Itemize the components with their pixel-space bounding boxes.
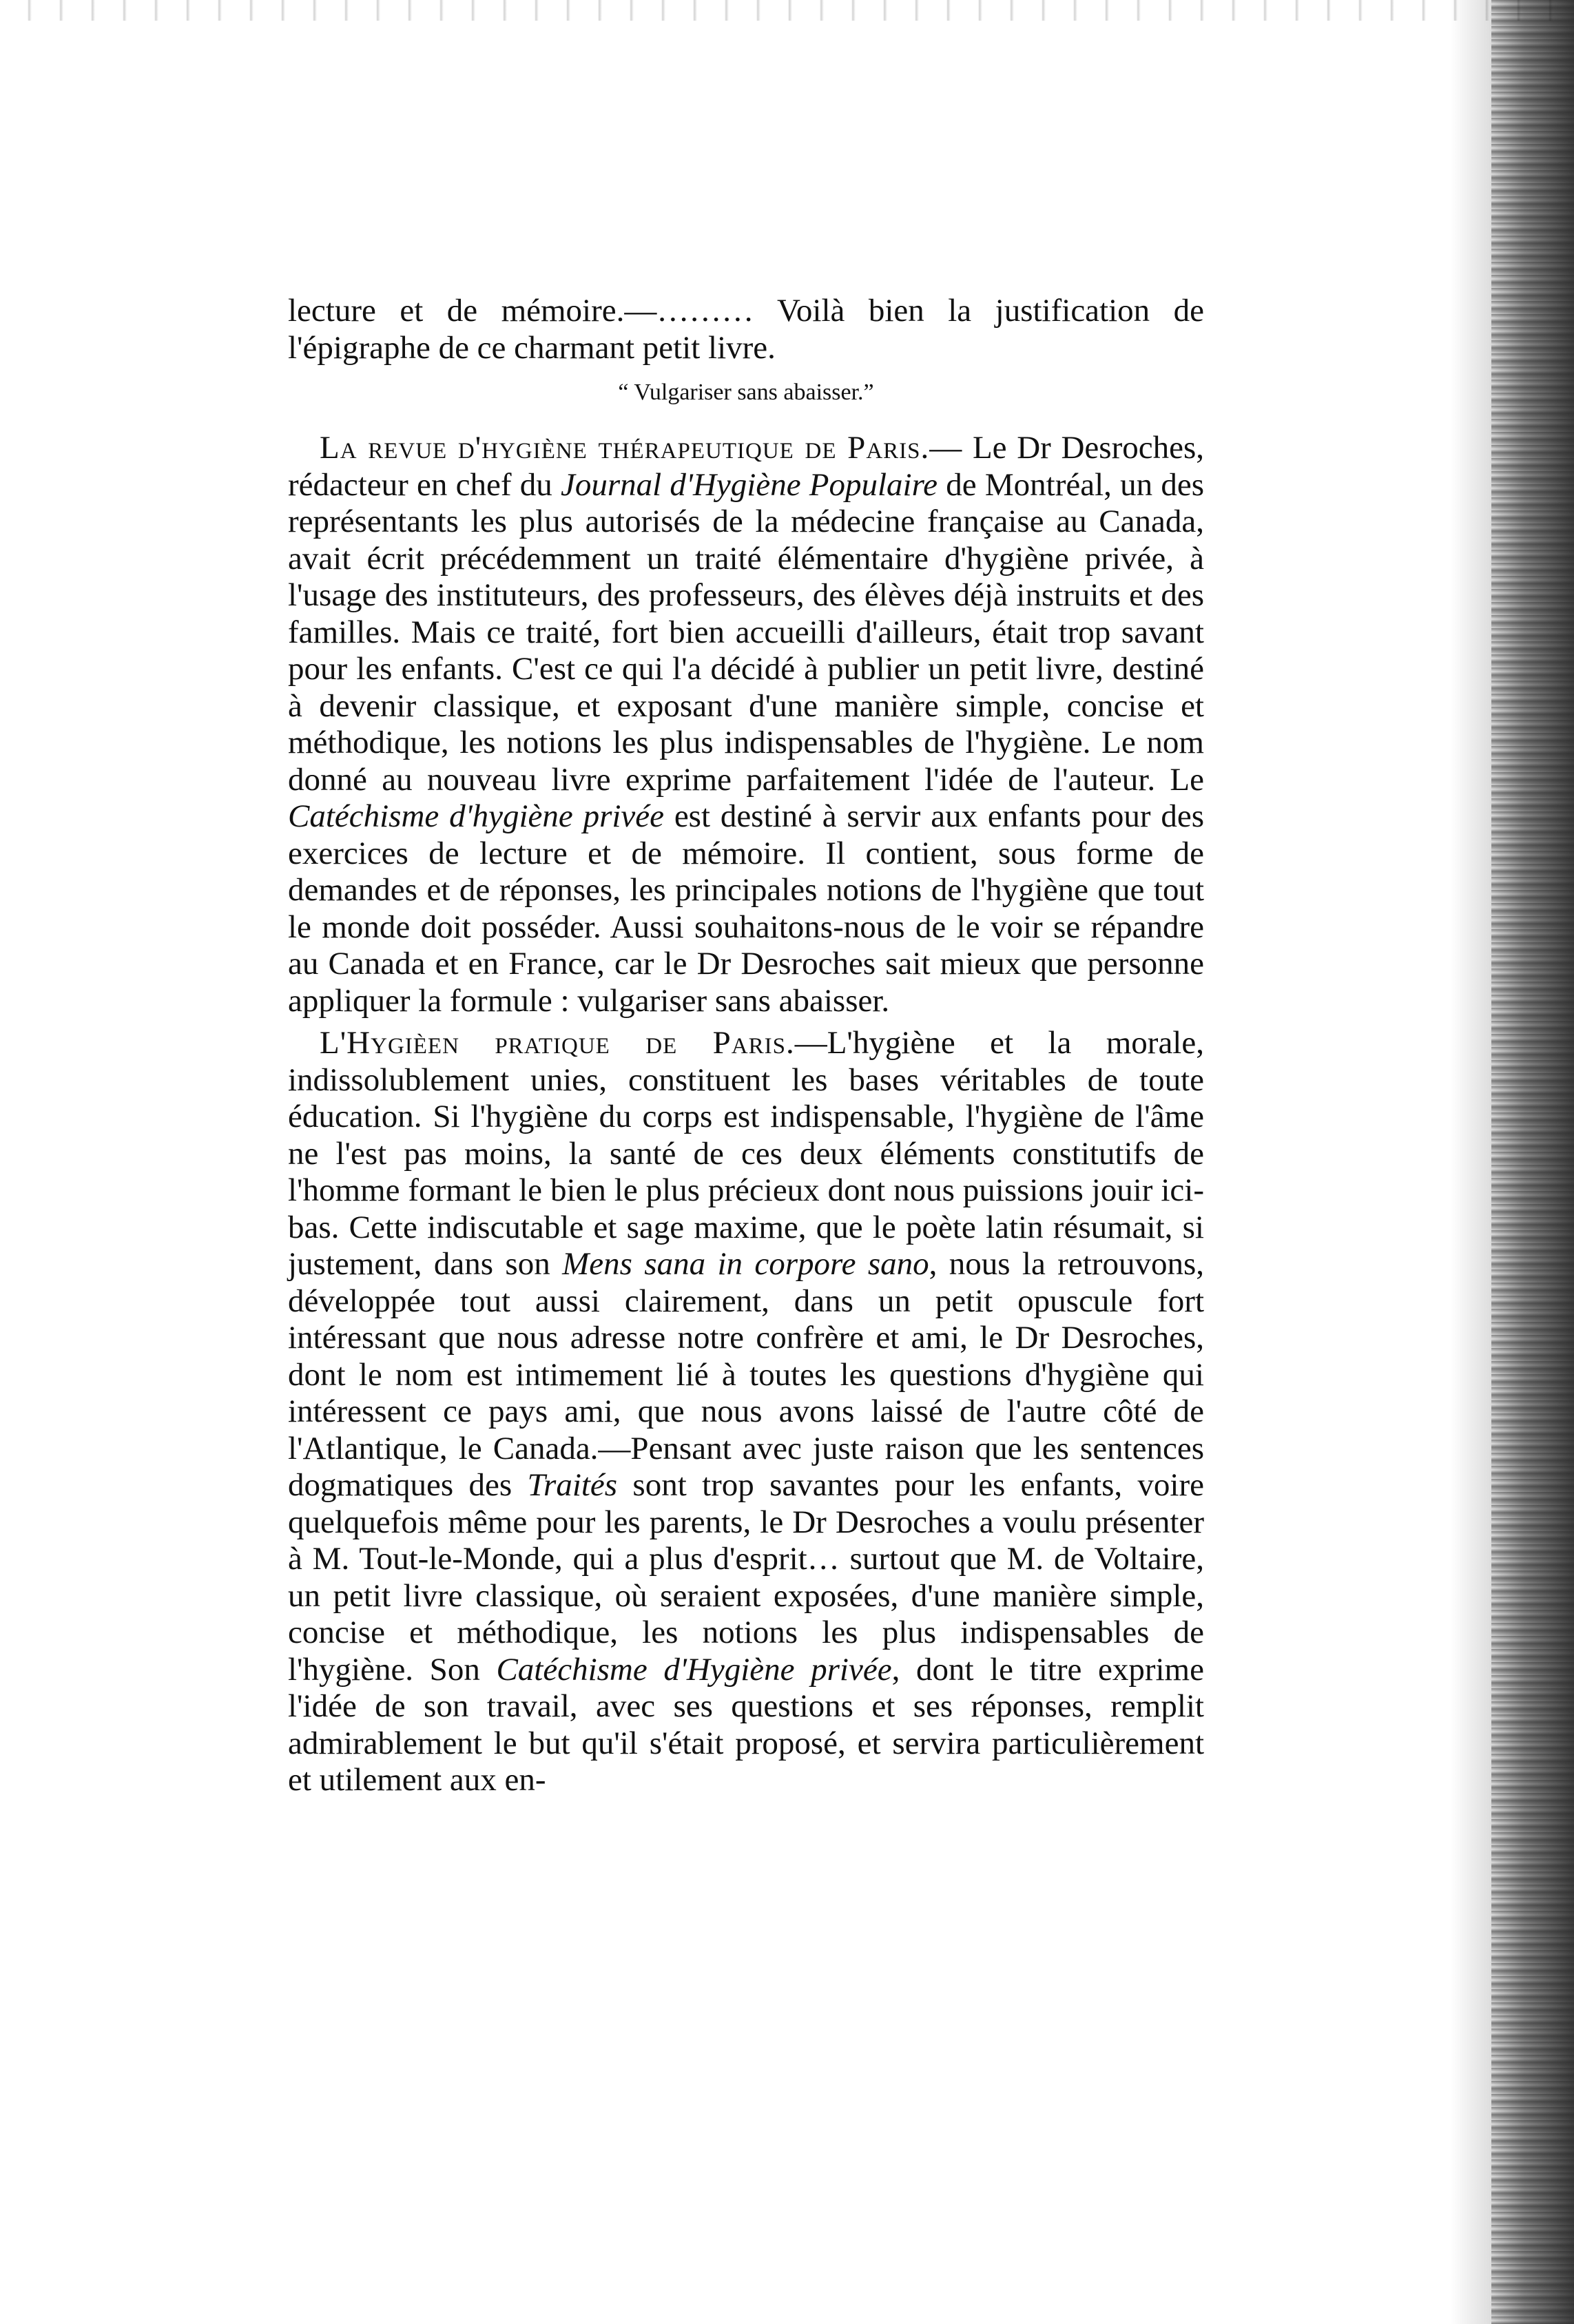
paragraph-text: —L'hygiène et la morale, indissolublement unies, constituent les bases véritables de toute éducation. Si l'hygiène du corps est indispensable, l'hygiène de l'âme ne l'est pas moins, la santé de ces deux éléments constitutifs de l'homme formant le bien le plus précieux dont nous puissions jouir ici-bas. Cette indiscutable et sage maxime, que le poète latin résumait, si justement, dans son (288, 1025, 1204, 1282)
paragraph-text: , dont le titre exprime l'idée de son travail, avec ses questions et ses réponses, remplit admirablement le but qu'il s'était proposé, et servira particulièrement et utilement aux en- (288, 1651, 1204, 1798)
latin-phrase: Mens sana in corpore sano (562, 1246, 929, 1282)
body-text (288, 293, 1204, 1805)
journal-title: Journal d'Hygiène Populaire (560, 466, 938, 503)
traites-word: Traités (527, 1467, 618, 1503)
section-heading-hygieen: L'Hygièen pratique de Paris. (320, 1025, 795, 1061)
book-title: Catéchisme d'Hygiène privée (496, 1651, 892, 1688)
binding-edge-shadow (1491, 0, 1574, 2324)
scan-noise-top (0, 0, 1574, 21)
lead-paragraph: lecture et de mémoire.—……… Voilà bien la justification de l'épigraphe de ce charmant petit livre. (288, 293, 1204, 366)
paragraph-text: de Montréal, un des représentants les plus autorisés de la médecine française au Canada, avait écrit précédemment un traité élémentaire d'hygiène privée, à l'usage des instituteurs, des professeurs, des élèves déjà instruits et des familles. Mais ce traité, fort bien accueilli d'ailleurs, était trop savant pour les enfants. C'est ce qui l'a décidé à publier un petit livre, destiné à devenir classique, et exposant d'une manière simple, concise et méthodique, les notions les plus indispensables de l'hygiène. Le nom donné au nouveau livre exprime parfaitement l'idée de l'auteur. Le (288, 466, 1205, 798)
paragraph-text: est destiné à servir aux enfants pour des exercices de lecture et de mémoire. Il contient, sous forme de demandes et de réponses, les principales notions de l'hygiène que tout le monde doit posséder. Aussi souhaitons-nous de le voir se répandre au Canada et en France, car le Dr Desroches sait mieux que personne appliquer la formule : vulgariser sans abaisser. (288, 798, 1204, 1019)
paragraph-text: , nous la retrouvons, développée tout aussi clairement, dans un petit opuscule fort intéressant que nous adresse notre confrère et ami, le Dr Desroches, dont le nom est intimement lié à toutes les questions d'hygiène qui intéressent ce pays ami, que nous avons laissé de l'autre côté de l'Atlantique, le Canada.—Pensant avec juste raison que les sentences dogmatiques des (288, 1246, 1204, 1503)
book-title: Catéchisme d'hygiène privée (288, 798, 665, 834)
binding-edge-fade (1450, 0, 1491, 2324)
paragraph-text: sont trop savantes pour les enfants, voire quelquefois même pour les parents, le Dr Desroches a voulu présenter à M. Tout-le-Monde, qui a plus d'esprit… surtout que M. de Voltaire, un petit livre classique, où seraient exposées, d'une manière simple, concise et méthodique, les notions les plus indispensables de l'hygiène. Son (288, 1467, 1205, 1688)
paragraph-hygieen-pratique (288, 1025, 1204, 1799)
paragraph-revue-hygiene (288, 430, 1204, 1019)
paragraph-text: Le Dr Desroches, rédacteur en chef du (288, 430, 1204, 503)
section-heading-revue: La revue d'hygiène thérapeutique de Paris.— (320, 430, 963, 466)
epigraph: “ Vulgariser sans abaisser.” (618, 380, 874, 405)
